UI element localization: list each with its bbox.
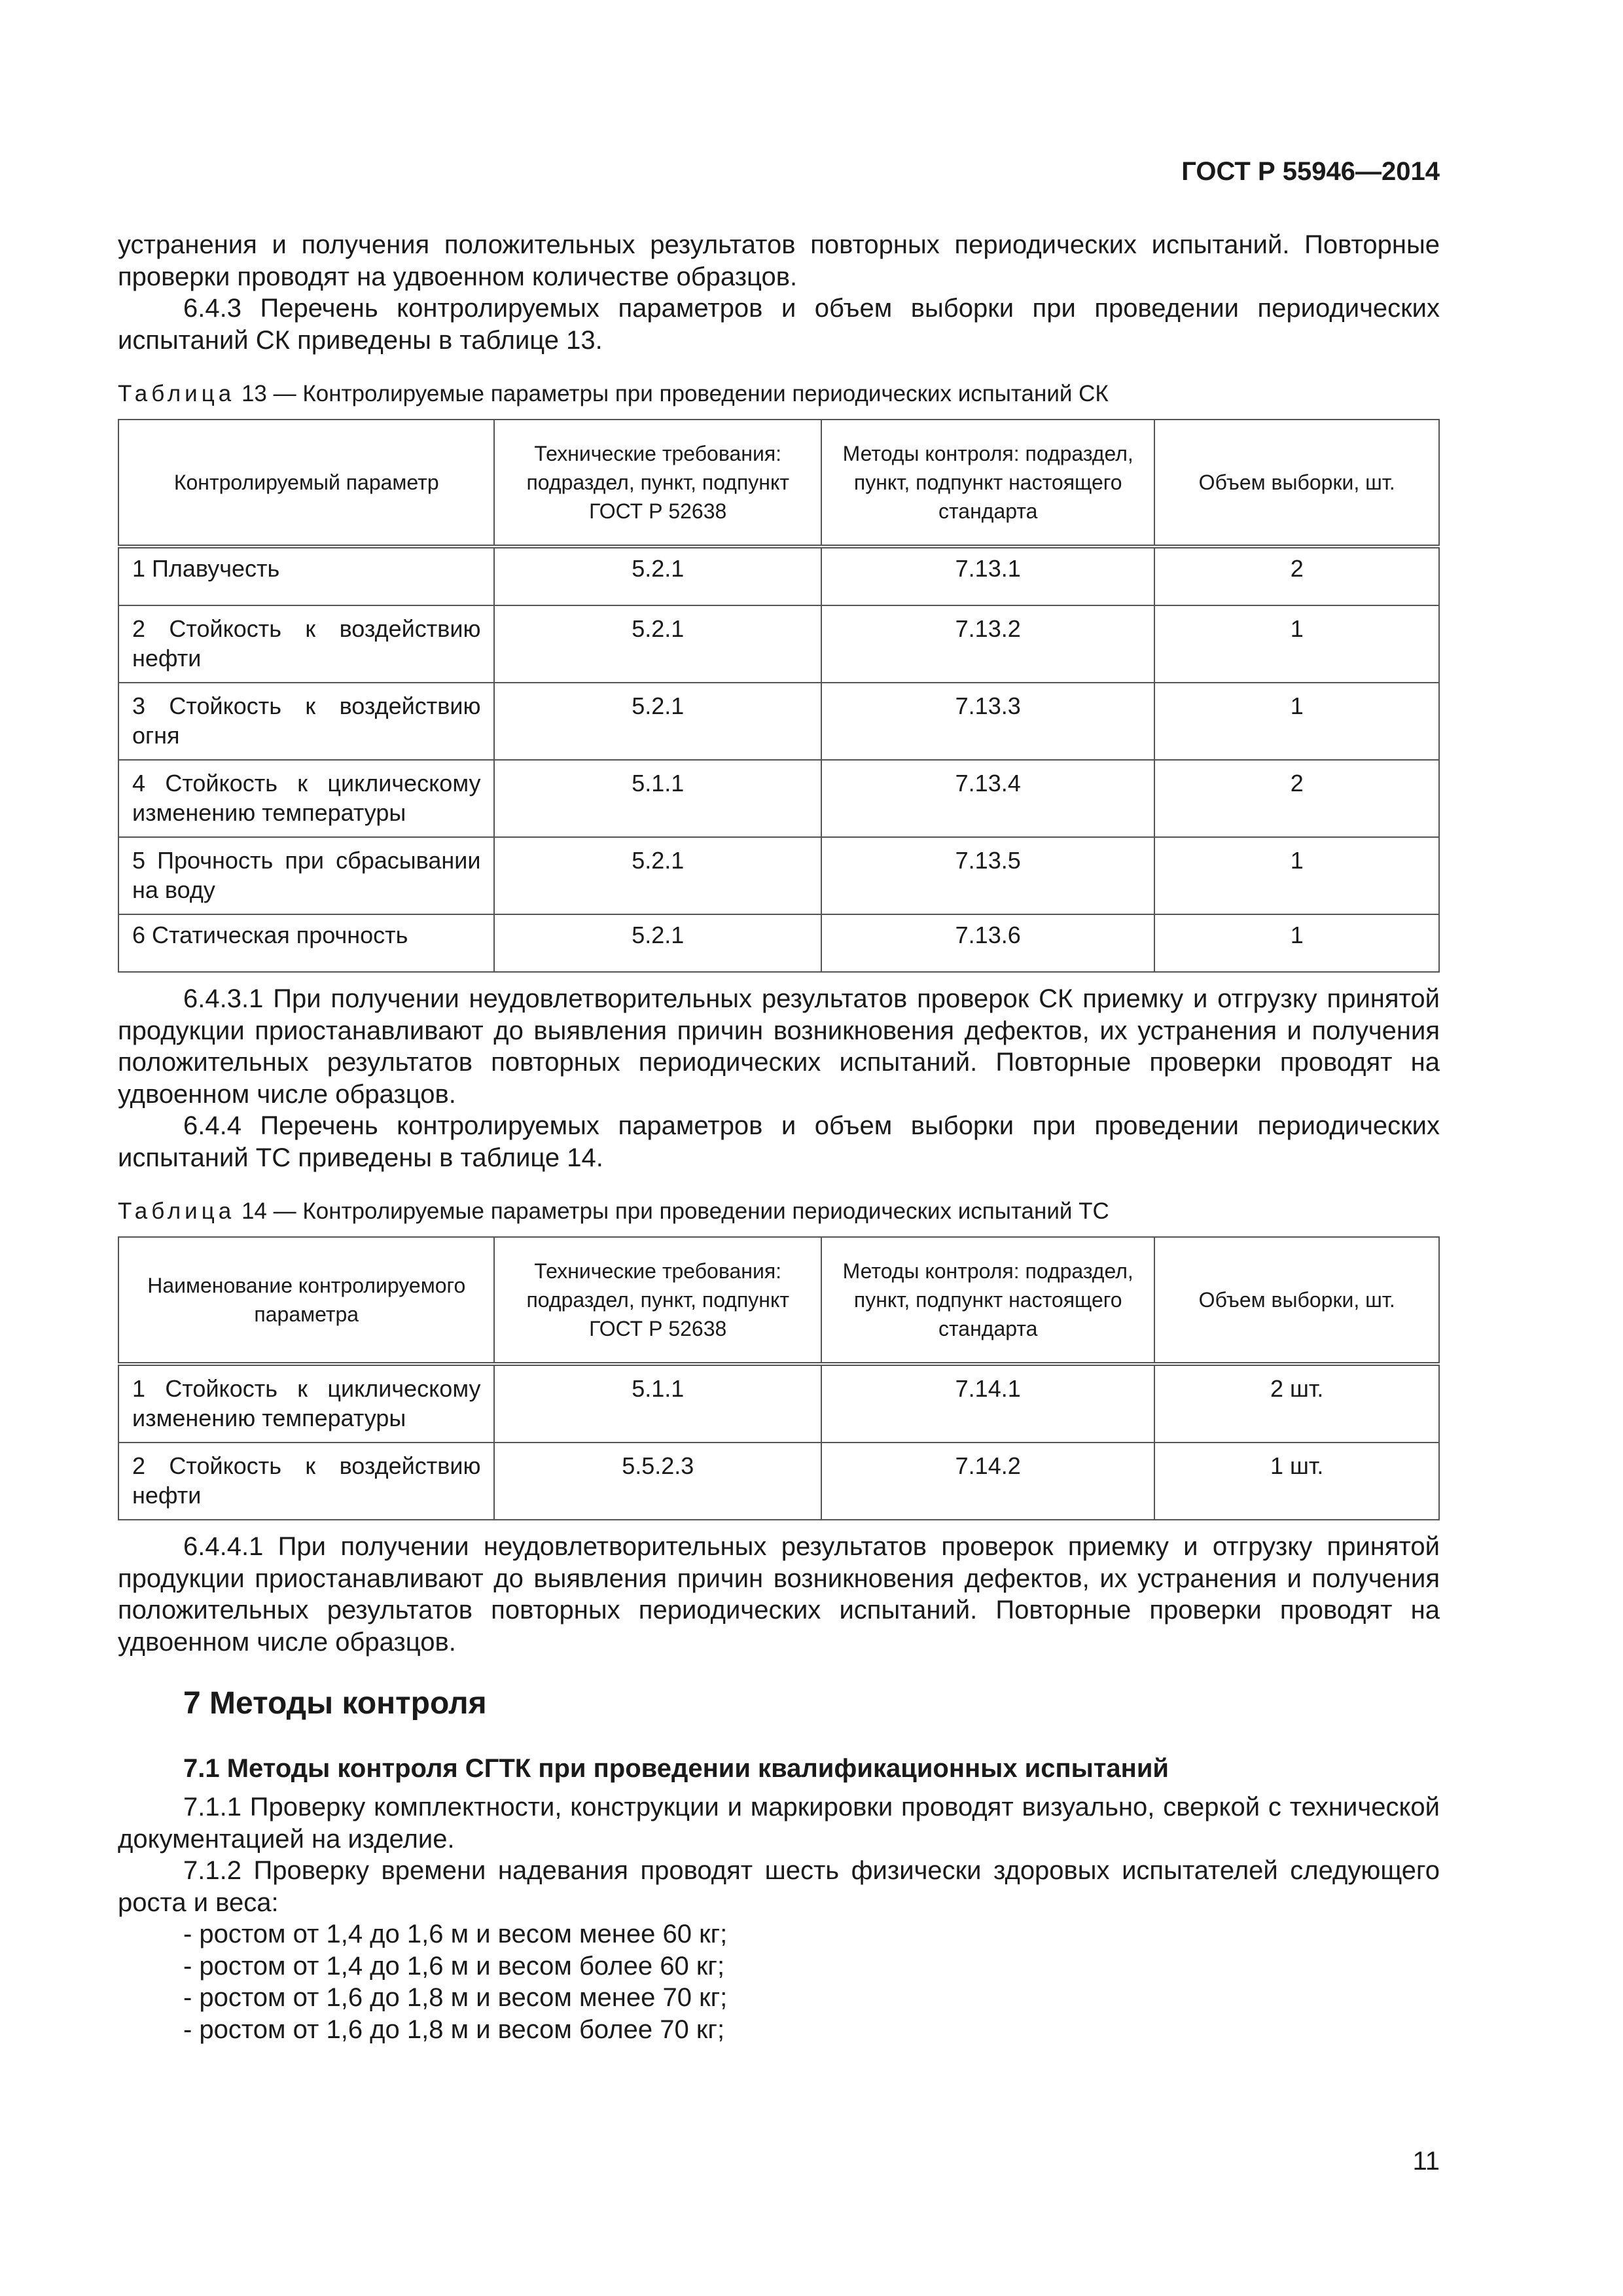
table-row [118, 547, 1439, 605]
list-item: - ростом от 1,4 до 1,6 м и весом менее 60 кг; [183, 1920, 728, 1948]
table-row [118, 837, 1439, 914]
table-cell-method: 7.13.6 [821, 914, 1154, 972]
table-13-header-row [118, 420, 1439, 547]
table-cell-requirement: 5.1.1 [494, 1364, 821, 1443]
table-cell-sample: 2 [1154, 760, 1439, 837]
table-cell-parameter: 5 Прочность при сбрасывании на воду [118, 837, 494, 914]
table-13-caption-prefix: Таблица [118, 381, 236, 406]
document-header: ГОСТ Р 55946—2014 [1181, 157, 1440, 186]
table-cell-method: 7.13.4 [821, 760, 1154, 837]
table-cell-sample: 1 [1154, 683, 1439, 760]
page-number: 11 [1412, 2147, 1440, 2176]
table-cell-requirement: 5.2.1 [494, 837, 821, 914]
table-14 [118, 1236, 1440, 1520]
paragraph-6-4-4-1: 6.4.4.1 При получении неудовлетворительных результатов проверок приемку и отгрузку принятой продукции приостанавливают до выявления причин возникновения дефектов, их устранения и получения положительных результатов повторных периодических испытаний. Повторные проверки проводят на удвоенном числе образцов. [118, 1532, 1440, 1657]
table-row [118, 760, 1439, 837]
table-13-header-cell: Технические требования: подраздел, пункт, подпункт ГОСТ Р 52638 [494, 420, 821, 547]
paragraph-7-1-2: 7.1.2 Проверку времени надевания проводят шесть физически здоровых испытателей следующего роста и веса: [118, 1856, 1440, 1917]
table-cell-requirement: 5.1.1 [494, 760, 821, 837]
table-cell-parameter: 6 Статическая прочность [118, 914, 494, 972]
table-cell-requirement: 5.2.1 [494, 605, 821, 683]
list-item: - ростом от 1,6 до 1,8 м и весом более 70 кг; [183, 2015, 725, 2044]
table-13-caption-text: 13 — Контролируемые параметры при проведении периодических испытаний СК [235, 381, 1109, 406]
table-14-caption-prefix: Таблица [118, 1198, 236, 1224]
table-14-header-cell: Объем выборки, шт. [1154, 1237, 1439, 1364]
list-item: - ростом от 1,6 до 1,8 м и весом менее 70 кг; [183, 1983, 728, 2012]
table-cell-method: 7.13.5 [821, 837, 1154, 914]
table-14-caption [118, 1197, 1440, 1226]
paragraph-6-4-4: 6.4.4 Перечень контролируемых параметров и объем выборки при проведении периодических испытаний ТС приведены в таблице 14. [118, 1111, 1440, 1172]
table-13-header-cell: Контролируемый параметр [118, 420, 494, 547]
section-7-title: 7 Методы контроля [183, 1686, 487, 1721]
subsection-7-1-title: 7.1 Методы контроля СГТК при проведении квалификационных испытаний [183, 1754, 1169, 1783]
table-13-header-cell: Методы контроля: подраздел, пункт, подпункт настоящего стандарта [821, 420, 1154, 547]
table-cell-sample: 2 шт. [1154, 1364, 1439, 1443]
table-cell-parameter: 1 Плавучесть [118, 547, 494, 605]
table-14-header-cell: Методы контроля: подраздел, пункт, подпункт настоящего стандарта [821, 1237, 1154, 1364]
table-13-header-cell: Объем выборки, шт. [1154, 420, 1439, 547]
table-cell-sample: 2 [1154, 547, 1439, 605]
paragraph-6-4-3: 6.4.3 Перечень контролируемых параметров и объем выборки при проведении периодических испытаний СК приведены в таблице 13. [118, 294, 1440, 355]
table-14-header-cell: Технические требования: подраздел, пункт, подпункт ГОСТ Р 52638 [494, 1237, 821, 1364]
table-row [118, 1364, 1439, 1443]
paragraph-continuation: устранения и получения положительных результатов повторных периодических испытаний. Повторные проверки проводят на удвоенном количестве образцов. [118, 230, 1440, 291]
table-14-caption-text: 14 — Контролируемые параметры при проведении периодических испытаний ТС [235, 1198, 1109, 1224]
table-cell-parameter: 2 Стойкость к воздействию нефти [118, 1443, 494, 1520]
table-cell-sample: 1 [1154, 914, 1439, 972]
table-cell-requirement: 5.2.1 [494, 683, 821, 760]
table-cell-requirement: 5.5.2.3 [494, 1443, 821, 1520]
table-cell-parameter: 4 Стойкость к циклическому изменению температуры [118, 760, 494, 837]
table-13 [118, 419, 1440, 973]
table-13-caption [118, 380, 1440, 408]
table-row [118, 1443, 1439, 1520]
table-cell-method: 7.13.3 [821, 683, 1154, 760]
table-cell-method: 7.14.2 [821, 1443, 1154, 1520]
document-body [118, 229, 1440, 2045]
list-item: - ростом от 1,4 до 1,6 м и весом более 60 кг; [183, 1951, 725, 1981]
table-row [118, 605, 1439, 683]
table-cell-method: 7.14.1 [821, 1364, 1154, 1443]
table-cell-parameter: 3 Стойкость к воздействию огня [118, 683, 494, 760]
table-cell-method: 7.13.1 [821, 547, 1154, 605]
table-cell-requirement: 5.2.1 [494, 547, 821, 605]
table-cell-method: 7.13.2 [821, 605, 1154, 683]
table-cell-sample: 1 [1154, 837, 1439, 914]
table-cell-parameter: 1 Стойкость к циклическому изменению температуры [118, 1364, 494, 1443]
table-cell-requirement: 5.2.1 [494, 914, 821, 972]
table-cell-sample: 1 шт. [1154, 1443, 1439, 1520]
table-14-header-row [118, 1237, 1439, 1364]
table-row [118, 914, 1439, 972]
paragraph-6-4-3-1: 6.4.3.1 При получении неудовлетворительных результатов проверок СК приемку и отгрузку принятой продукции приостанавливают до выявления причин возникновения дефектов, их устранения и получения положительных результатов повторных периодических испытаний. Повторные проверки проводят на удвоенном числе образцов. [118, 984, 1440, 1109]
table-cell-parameter: 2 Стойкость к воздействию нефти [118, 605, 494, 683]
table-cell-sample: 1 [1154, 605, 1439, 683]
paragraph-7-1-1: 7.1.1 Проверку комплектности, конструкции и маркировки проводят визуально, сверкой с технической документацией на изделие. [118, 1793, 1440, 1854]
table-row [118, 683, 1439, 760]
table-14-header-cell: Наименование контролируемого параметра [118, 1237, 494, 1364]
